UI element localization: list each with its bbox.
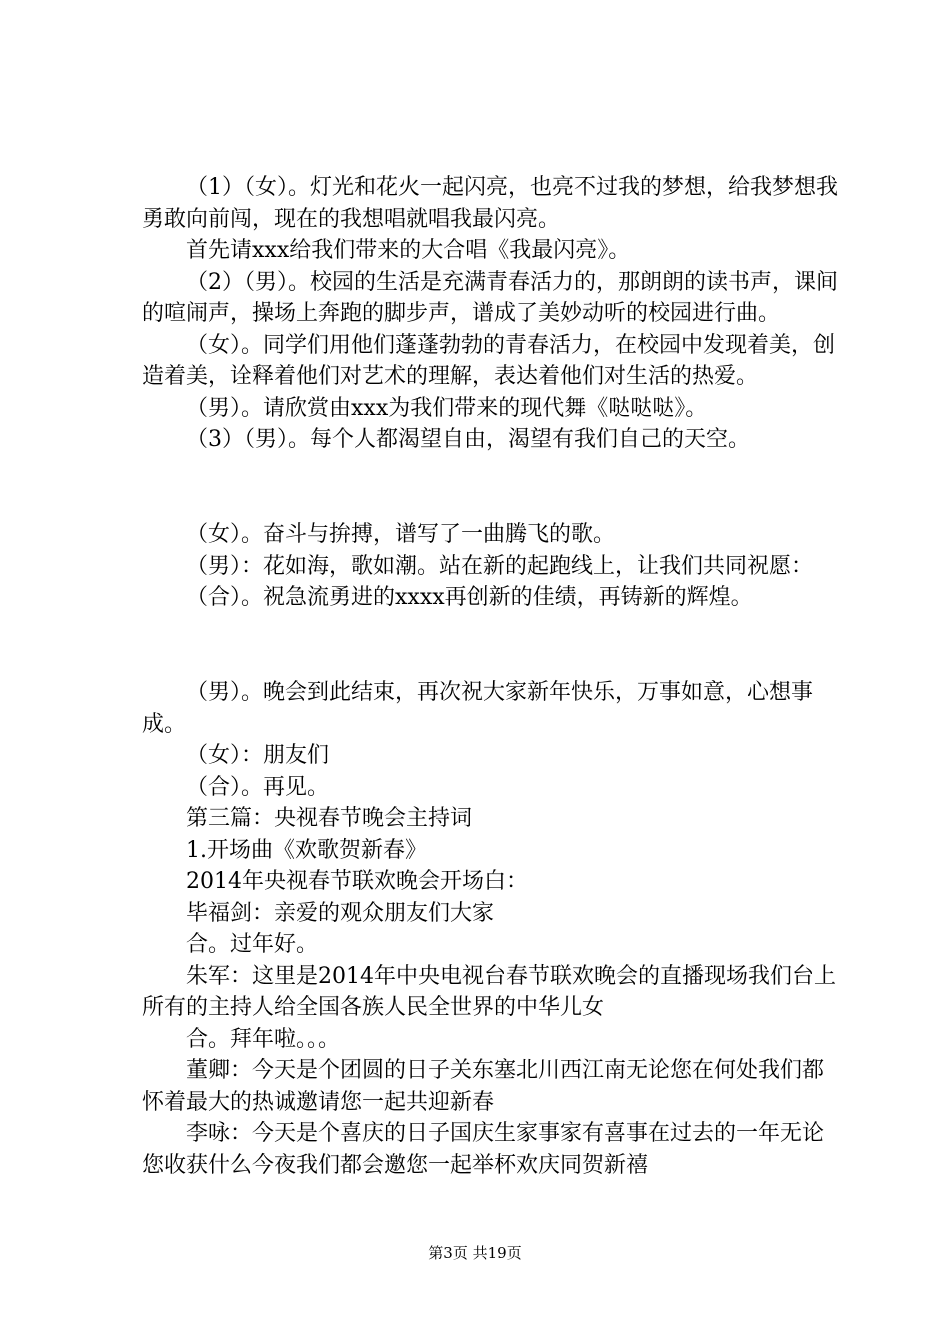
paragraph: 1.开场曲《欢歌贺新春》 [186, 837, 427, 863]
paragraph: 合。过年好。 [186, 932, 319, 957]
paragraph: （合）。祝急流勇进的xxxx再创新的佳绩，再铸新的辉煌。 [186, 585, 753, 610]
paragraph: （合）。再见。 [186, 774, 330, 800]
paragraph: （男）：花如海，歌如潮。站在新的起跑线上，让我们共同祝愿： [186, 553, 814, 579]
paragraph: 李咏：今天是个喜庆的日子国庆生家事家有喜事在过去的一年无论您收获什么今夜我们都会邀您一起举杯欢庆同贺新禧 [142, 1121, 825, 1178]
paragraph: （女）：朋友们 [186, 743, 330, 768]
paragraph: 首先请xxx给我们带来的大合唱《我最闪亮》。 [186, 238, 631, 263]
page-footer: 第3页 共19页 [428, 1244, 522, 1262]
paragraph: 合。拜年啦。。。 [186, 1026, 341, 1052]
paragraph: 第三篇：央视春节晚会主持词 [186, 806, 473, 831]
paragraph: （女）。同学们用他们蓬蓬勃勃的青春活力，在校园中发现着美，创造着美，诠释着他们对艺术的理解，表达着他们对生活的热爱。 [142, 332, 836, 389]
paragraph: （男）。请欣赏由xxx为我们带来的现代舞《哒哒哒》。 [186, 395, 708, 421]
paragraph: （3）（男）。每个人都渴望自由，渴望有我们自己的天空。 [186, 427, 750, 452]
paragraph: 朱军：这里是2014年中央电视台春节联欢晚会的直播现场我们台上所有的主持人给全国各族人民全世界的中华儿女 [142, 963, 836, 1020]
paragraph: （1）（女）。灯光和花火一起闪亮，也亮不过我的梦想，给我梦想我勇敢向前闯，现在的我想唱就唱我最闪亮。 [142, 175, 838, 232]
document-body [142, 172, 842, 1181]
paragraph: 董卿：今天是个团圆的日子关东塞北川西江南无论您在何处我们都怀着最大的热诚邀请您一起共迎新春 [142, 1058, 825, 1115]
paragraph: 毕福剑：亲爱的观众朋友们大家 [186, 900, 495, 926]
paragraph: 2014年央视春节联欢晚会开场白： [186, 869, 528, 894]
paragraph: （女）。奋斗与拚搏，谱写了一曲腾飞的歌。 [186, 522, 616, 547]
paragraph: （2）（男）。校园的生活是充满青春活力的，那朗朗的读书声，课间的喧闹声，操场上奔跑的脚步声，谱成了美妙动听的校园进行曲。 [142, 269, 838, 326]
paragraph: （男）。晚会到此结束，再次祝大家新年快乐，万事如意，心想事成。 [142, 680, 814, 737]
blank-line [142, 630, 842, 662]
blank-line [142, 472, 842, 504]
